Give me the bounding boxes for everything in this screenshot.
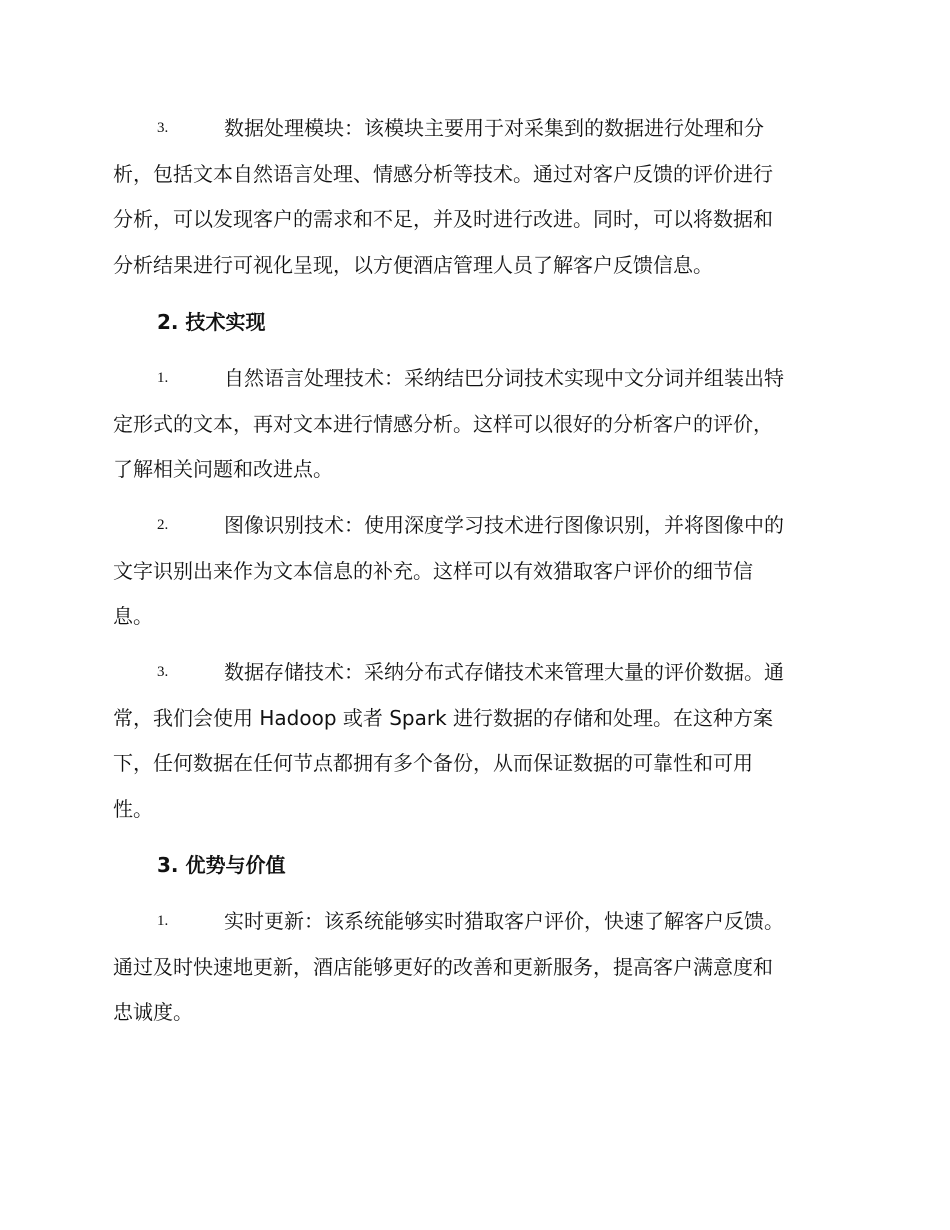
paragraph-line: 分析，可以发现客户的需求和不足，并及时进行改进。同时，可以将数据和	[113, 207, 773, 231]
list-item-nlp	[113, 356, 835, 493]
paragraph-line: 数据处理模块：该模块主要用于对采集到的数据进行处理和分	[224, 116, 764, 140]
list-number: 2.	[157, 517, 169, 533]
paragraph-line: 自然语言处理技术：采纳结巴分词技术实现中文分词并组装出特	[224, 366, 784, 390]
paragraph-line: 息。	[113, 604, 153, 628]
list-item-realtime-update	[113, 899, 835, 1036]
list-number: 1.	[157, 913, 169, 929]
list-item-data-processing	[113, 106, 835, 288]
section-heading-tech: 2. 技术实现	[157, 310, 266, 334]
paragraph-line: 下，任何数据在任何节点都拥有多个备份，从而保证数据的可靠性和可用	[113, 751, 753, 775]
paragraph-line: 文字识别出来作为文本信息的补充。这样可以有效猎取客户评价的细节信	[113, 558, 753, 583]
list-number: 3.	[157, 664, 169, 680]
section-heading-advantages: 3. 优势与价值	[157, 853, 286, 877]
paragraph-line: 忠诚度。	[113, 1000, 193, 1024]
paragraph-line: 分析结果进行可视化呈现，以方便酒店管理人员了解客户反馈信息。	[113, 252, 713, 277]
list-number: 3.	[157, 120, 169, 136]
list-item-data-storage	[113, 650, 835, 832]
list-item-image-recognition	[113, 503, 835, 640]
paragraph-line: 定形式的文本，再对文本进行情感分析。这样可以很好的分析客户的评价，	[113, 411, 773, 436]
paragraph-line: 常，我们会使用 Hadoop 或者 Spark 进行数据的存储和处理。在这种方案	[113, 705, 774, 730]
paragraph-line: 了解相关问题和改进点。	[113, 457, 333, 481]
paragraph-line: 实时更新：该系统能够实时猎取客户评价，快速了解客户反馈。	[224, 909, 784, 933]
paragraph-line: 数据存储技术：采纳分布式存储技术来管理大量的评价数据。通	[224, 660, 784, 684]
paragraph-line: 析，包括文本自然语言处理、情感分析等技术。通过对客户反馈的评价进行	[113, 161, 773, 186]
list-number: 1.	[157, 370, 169, 386]
paragraph-line: 通过及时快速地更新，酒店能够更好的改善和更新服务，提高客户满意度和	[113, 954, 773, 979]
paragraph-line: 图像识别技术：使用深度学习技术进行图像识别，并将图像中的	[224, 513, 784, 537]
paragraph-line: 性。	[113, 796, 153, 821]
